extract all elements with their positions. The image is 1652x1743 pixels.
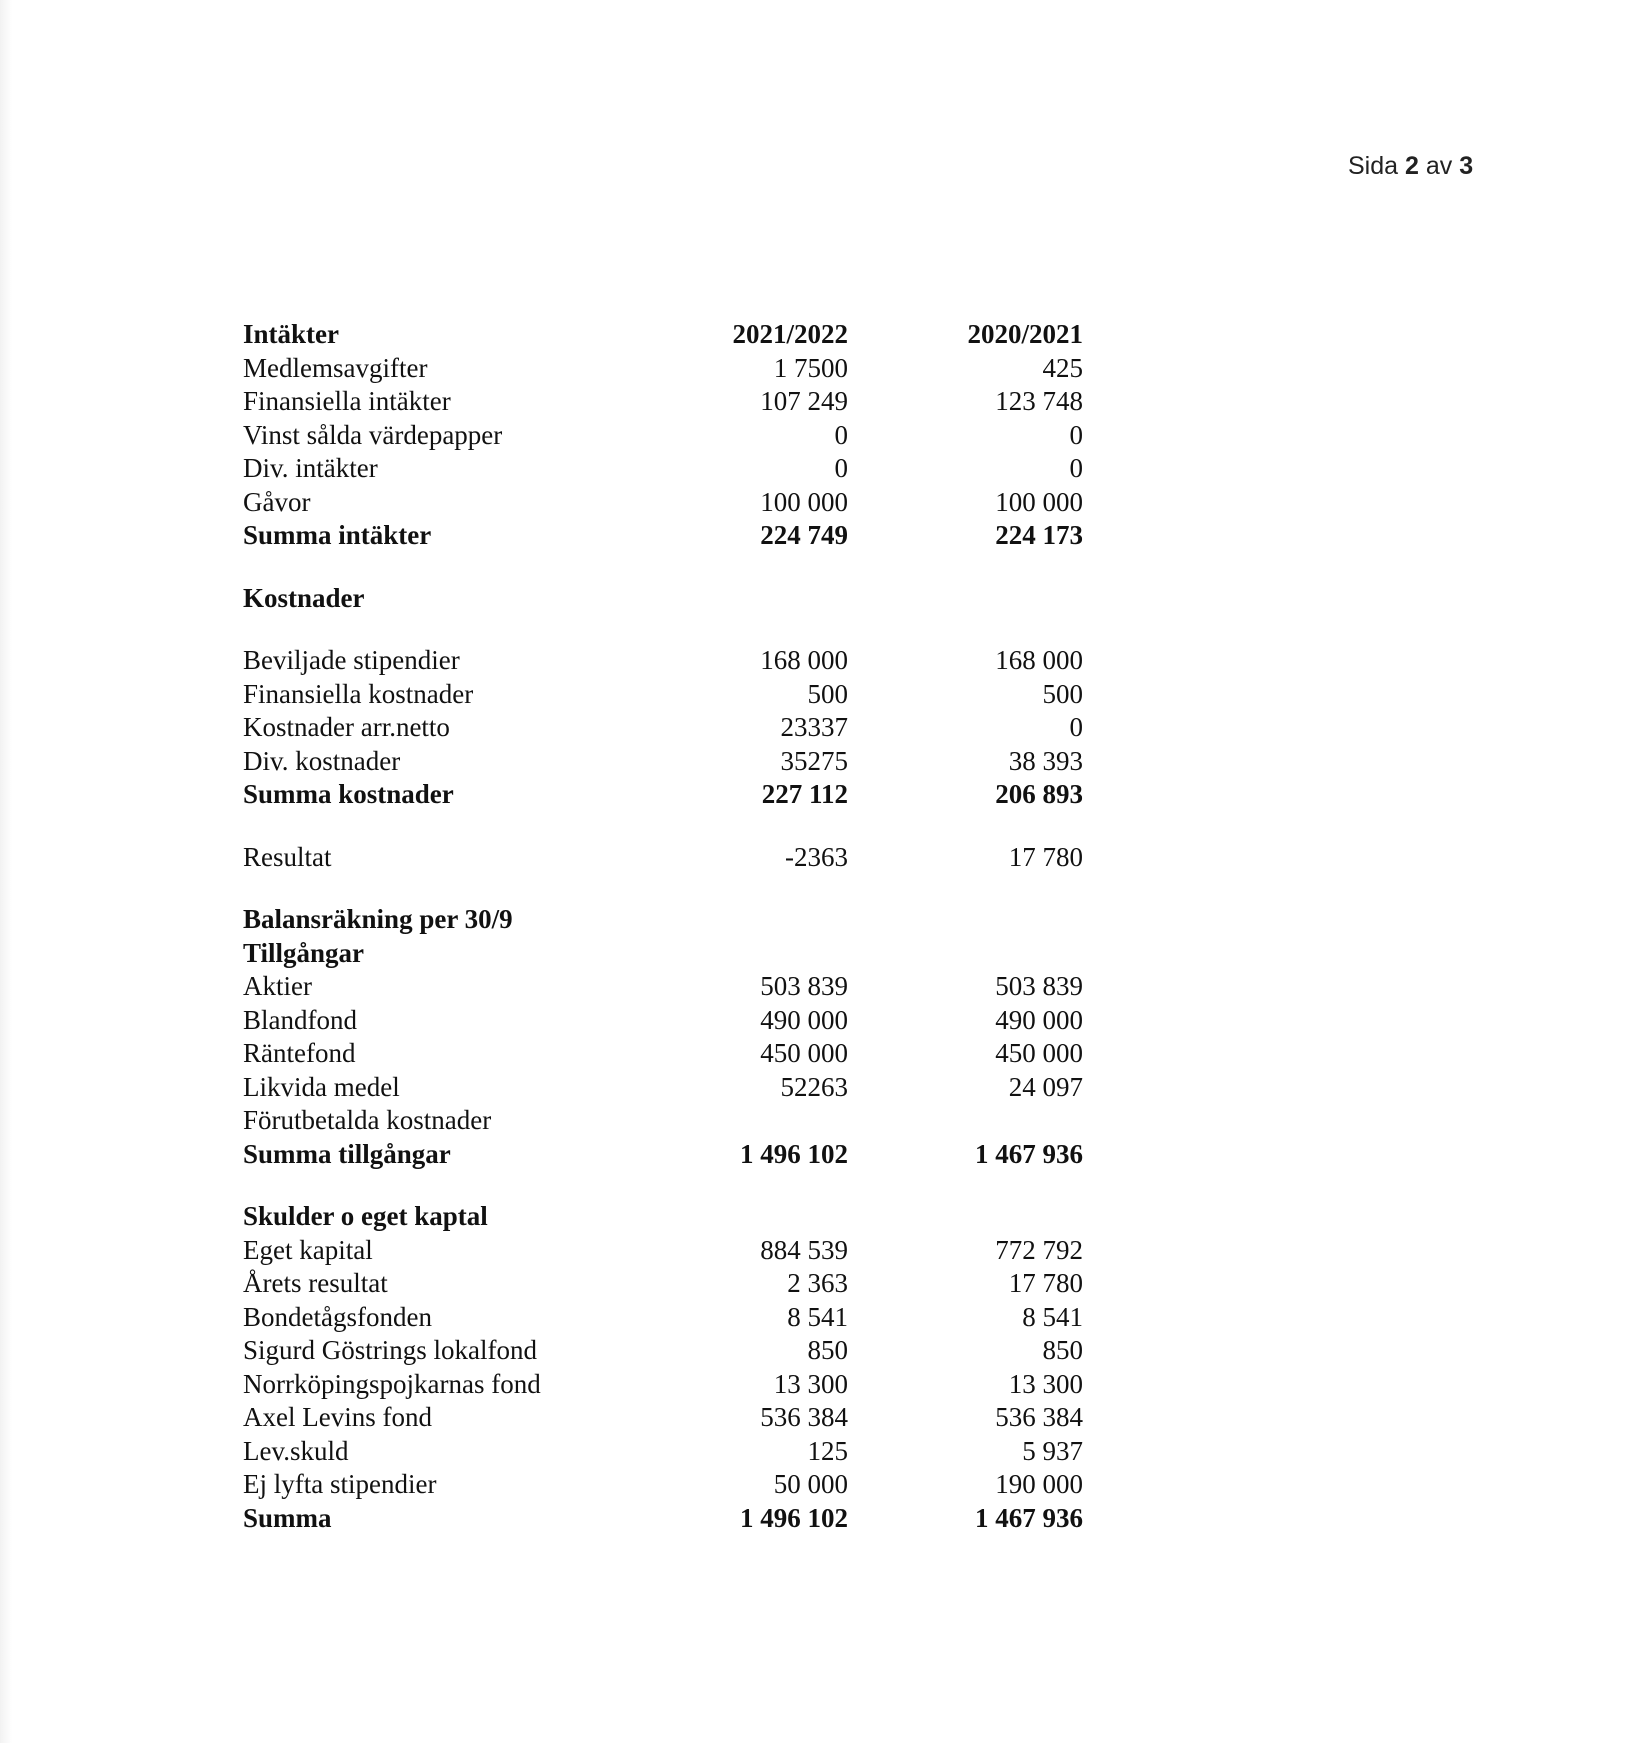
spacer [243, 615, 1083, 644]
page-total: 3 [1459, 152, 1474, 180]
scan-edge-shadow [0, 0, 12, 1743]
row-label: Blandfond [243, 1004, 357, 1035]
row-value-current: 107 249 [760, 386, 848, 416]
row-value-previous: 100 000 [995, 486, 1083, 517]
page-label-prefix: Sida [1348, 152, 1399, 180]
total-value-previous: 1 467 936 [975, 1502, 1083, 1533]
row-value-current: 503 839 [760, 971, 848, 1001]
asset-rows [243, 970, 1083, 1138]
row-value-previous: 17 780 [1008, 1268, 1083, 1298]
row-value-current: 500 [807, 678, 848, 709]
table-row [243, 1104, 1083, 1138]
row-label: Div. kostnader [243, 745, 401, 776]
row-value-current: 536 384 [760, 1402, 848, 1432]
row-value-current: 850 [807, 1335, 848, 1365]
balance-heading: Balansräkning per 30/9 [243, 904, 513, 934]
row-value-previous: 8 541 [1022, 1301, 1083, 1332]
row-value-current: 0 [834, 453, 848, 483]
spacer [243, 812, 1083, 841]
row-label: Bondetågsfonden [243, 1301, 432, 1332]
row-value-previous: 168 000 [995, 645, 1083, 675]
spacer [243, 874, 1083, 903]
table-row [243, 1334, 1083, 1368]
row-value-current: 884 539 [760, 1234, 848, 1265]
income-heading: Intäkter [243, 319, 339, 349]
table-row [243, 1301, 1083, 1335]
row-value-current: 35275 [780, 745, 848, 776]
row-label: Räntefond [243, 1038, 356, 1068]
table-row [243, 352, 1083, 386]
row-value-current: 50 000 [773, 1469, 848, 1499]
row-label: Finansiella kostnader [243, 678, 474, 709]
table-row [243, 970, 1083, 1004]
row-value-current: 125 [807, 1435, 848, 1466]
assets-heading: Tillgångar [243, 937, 365, 968]
row-value-previous: 536 384 [995, 1402, 1083, 1432]
row-value-current: 450 000 [760, 1038, 848, 1068]
row-label: Eget kapital [243, 1234, 373, 1265]
liabilities-heading: Skulder o eget kaptal [243, 1201, 488, 1231]
row-value-current: 13 300 [773, 1368, 848, 1399]
result-value-current: -2363 [785, 841, 848, 872]
row-label: Norrköpingspojkarnas fond [243, 1368, 541, 1399]
row-value-current: 52263 [780, 1071, 848, 1102]
row-label: Medlemsavgifter [243, 352, 428, 383]
total-value-previous: 224 173 [995, 520, 1083, 550]
column-header-2020-2021: 2020/2021 [967, 319, 1083, 349]
liabilities-heading-row [243, 1200, 1083, 1234]
result-row [243, 841, 1083, 875]
total-label: Summa tillgångar [243, 1138, 451, 1169]
table-row [243, 1037, 1083, 1071]
row-value-previous: 450 000 [995, 1038, 1083, 1068]
row-value-previous: 0 [1069, 712, 1083, 742]
financial-report [243, 318, 1083, 1535]
row-value-previous: 190 000 [995, 1469, 1083, 1499]
result-label: Resultat [243, 841, 332, 872]
table-row [243, 486, 1083, 520]
row-value-previous: 24 097 [1008, 1071, 1083, 1102]
row-value-previous: 772 792 [995, 1234, 1083, 1265]
row-label: Aktier [243, 971, 312, 1001]
table-row [243, 452, 1083, 486]
table-row [243, 1435, 1083, 1469]
table-row [243, 745, 1083, 779]
cost-rows [243, 644, 1083, 778]
row-value-previous: 0 [1069, 453, 1083, 483]
row-value-previous: 425 [1042, 352, 1083, 383]
row-label: Likvida medel [243, 1071, 400, 1102]
liability-rows [243, 1234, 1083, 1502]
row-label: Div. intäkter [243, 453, 378, 483]
row-label: Axel Levins fond [243, 1402, 432, 1432]
row-value-previous: 5 937 [1022, 1435, 1083, 1466]
row-value-previous: 38 393 [1008, 745, 1083, 776]
total-label: Summa kostnader [243, 779, 454, 809]
balance-heading-row [243, 903, 1083, 937]
row-label: Förutbetalda kostnader [243, 1105, 492, 1135]
total-label: Summa [243, 1502, 332, 1533]
row-value-previous: 123 748 [995, 386, 1083, 416]
page-label-mid: av [1425, 152, 1453, 180]
table-row [243, 419, 1083, 453]
row-label: Vinst sålda värdepapper [243, 419, 503, 450]
costs-heading-row [243, 582, 1083, 616]
total-value-previous: 206 893 [995, 779, 1083, 809]
costs-total-row [243, 778, 1083, 812]
row-value-current: 168 000 [760, 645, 848, 675]
total-value-current: 1 496 102 [740, 1502, 848, 1533]
row-label: Beviljade stipendier [243, 645, 460, 675]
total-value-current: 224 749 [760, 520, 848, 550]
row-value-current: 8 541 [787, 1301, 848, 1332]
table-row [243, 1071, 1083, 1105]
table-row [243, 1267, 1083, 1301]
row-value-previous: 0 [1069, 419, 1083, 450]
row-label: Ej lyfta stipendier [243, 1469, 437, 1499]
row-label: Finansiella intäkter [243, 386, 451, 416]
row-value-current: 100 000 [760, 486, 848, 517]
row-label: Sigurd Göstrings lokalfond [243, 1335, 537, 1365]
row-value-previous: 500 [1042, 678, 1083, 709]
table-row [243, 1468, 1083, 1502]
costs-heading: Kostnader [243, 582, 365, 613]
row-value-current: 0 [834, 419, 848, 450]
table-row [243, 644, 1083, 678]
row-value-previous: 503 839 [995, 971, 1083, 1001]
row-value-current: 490 000 [760, 1004, 848, 1035]
row-value-current: 1 7500 [773, 352, 848, 383]
total-value-current: 1 496 102 [740, 1138, 848, 1169]
page-current: 2 [1405, 152, 1419, 180]
row-label: Lev.skuld [243, 1435, 349, 1466]
total-label: Summa intäkter [243, 520, 432, 550]
page-number [1348, 152, 1473, 181]
liabilities-total-row [243, 1502, 1083, 1536]
table-row [243, 711, 1083, 745]
income-total-row [243, 519, 1083, 553]
total-value-current: 227 112 [761, 779, 848, 809]
column-header-2021-2022: 2021/2022 [732, 319, 848, 349]
row-value-previous: 490 000 [995, 1004, 1083, 1035]
table-row [243, 385, 1083, 419]
table-row [243, 1004, 1083, 1038]
result-value-previous: 17 780 [1008, 841, 1083, 872]
row-label: Gåvor [243, 486, 311, 517]
income-rows [243, 352, 1083, 520]
row-value-current: 23337 [780, 712, 848, 742]
spacer [243, 553, 1083, 582]
table-row [243, 1368, 1083, 1402]
row-value-previous: 850 [1042, 1335, 1083, 1365]
assets-heading-row [243, 937, 1083, 971]
row-label: Årets resultat [243, 1268, 388, 1298]
table-row [243, 678, 1083, 712]
income-header-row [243, 318, 1083, 352]
row-label: Kostnader arr.netto [243, 712, 450, 742]
spacer [243, 1171, 1083, 1200]
row-value-previous: 13 300 [1008, 1368, 1083, 1399]
table-row [243, 1234, 1083, 1268]
table-row [243, 1401, 1083, 1435]
total-value-previous: 1 467 936 [975, 1138, 1083, 1169]
row-value-current: 2 363 [787, 1268, 848, 1298]
assets-total-row [243, 1138, 1083, 1172]
